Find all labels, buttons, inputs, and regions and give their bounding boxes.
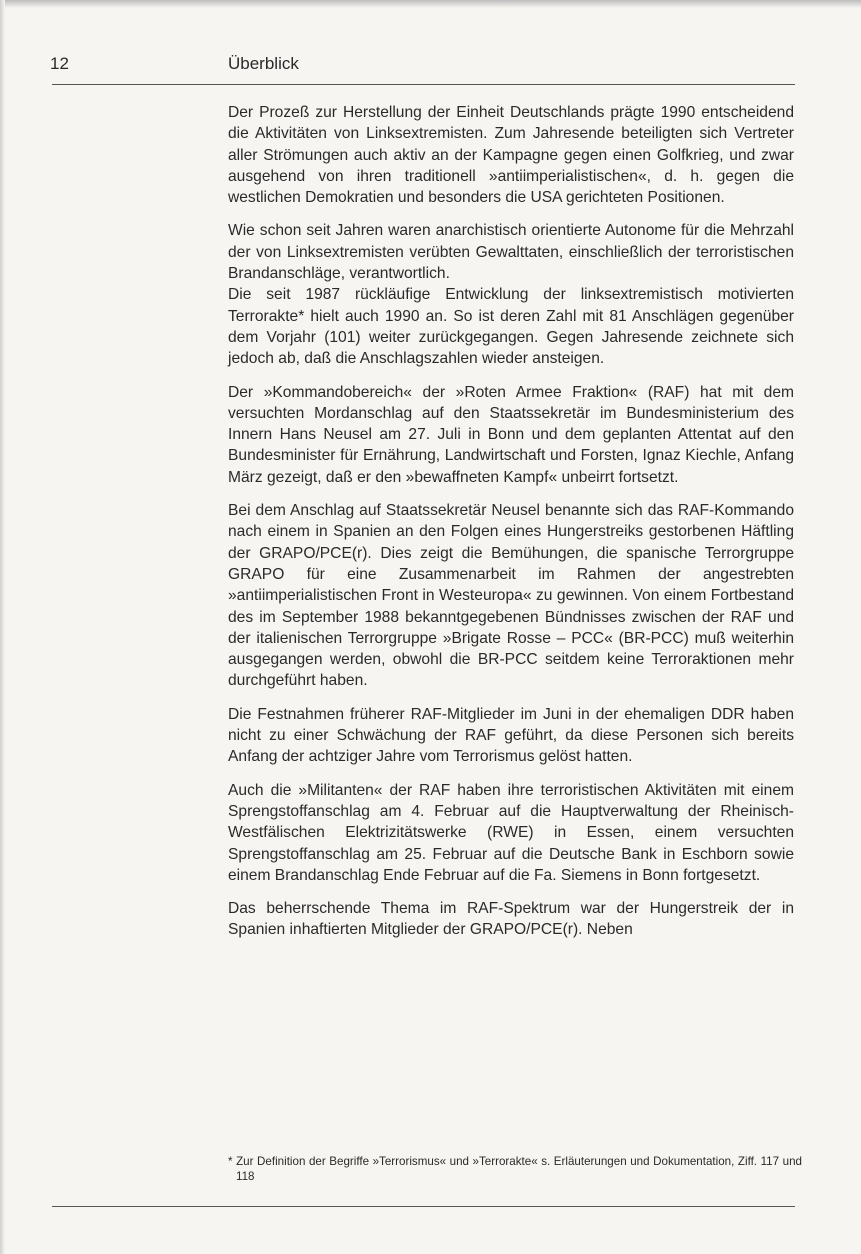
page-header bbox=[50, 54, 795, 82]
page-top-edge bbox=[0, 0, 861, 8]
page-left-edge bbox=[0, 0, 5, 1254]
paragraph-3: Die seit 1987 rückläufige Entwicklung der linksextremistisch motivierten Terrorakte* hielt auch 1990 an. So ist deren Zahl mit 81 Anschlägen gegenüber dem Vorjahr (101) weiter zurückgegangen. Gegen Jahresende zeichnete sich jedoch ab, daß die Anschlagszahlen wieder ansteigen. bbox=[228, 286, 794, 368]
paragraph-7: Auch die »Militanten« der RAF haben ihre terroristischen Aktivitäten mit einem Sprengstoffanschlag am 4. Februar auf die Hauptverwaltung der Rheinisch-Westfälischen Elektrizitätswerke (RWE) in Essen, einem versuchten Sprengstoffanschlag am 25. Februar auf die Deutsche Bank in Eschborn sowie einem Brandanschlag Ende Februar auf die Fa. Siemens in Bonn fortgesetzt. bbox=[228, 781, 794, 884]
paragraph-4: Der »Kommandobereich« der »Roten Armee Fraktion« (RAF) hat mit dem versuchten Mordanschlag auf den Staatssekretär im Bundesministerium des Innern Hans Neusel am 27. Juli in Bonn und dem geplanten Attentat auf den Bundesminister für Ernährung, Landwirtschaft und Forsten, Ignaz Kiechle, Anfang März gezeigt, daß er den »bewaffneten Kampf« unbeirrt fortsetzt. bbox=[228, 383, 794, 486]
paragraph-8: Das beherrschende Thema im RAF-Spektrum war der Hungerstreik der in Spanien inhaftierten Mitglieder der GRAPO/PCE(r). Neben bbox=[228, 900, 794, 939]
footer-rule bbox=[52, 1206, 795, 1207]
page-number: 12 bbox=[50, 54, 69, 73]
body-text bbox=[228, 102, 794, 953]
paragraph-5: Bei dem Anschlag auf Staatssekretär Neusel benannte sich das RAF-Kommando nach einem in Spanien an den Folgen eines Hungerstreiks gestorbenen Häftling der GRAPO/PCE(r). Dies zeigt die Bemühungen, die spanische Terrorgruppe GRAPO für eine Zusammenarbeit im Rahmen der angestrebten »antiimperialistischen Front in Westeuropa« zu gewinnen. Von einem Fortbestand des im September 1988 bekanntgegebenen Bündnisses zwischen der RAF und der italienischen Terrorgruppe »Brigate Rosse – PCC« (BR-PCC) muß weiterhin ausgegangen werden, obwohl die BR-PCC seitdem keine Terroraktionen mehr durchgeführt haben. bbox=[228, 502, 794, 690]
header-rule bbox=[52, 84, 795, 85]
paragraph-1: Der Prozeß zur Herstellung der Einheit Deutschlands prägte 1990 entscheidend die Aktivitäten von Linksextremisten. Zum Jahresende beteiligten sich Vertreter aller Strömungen auch aktiv an der Kampagne gegen einen Golfkrieg, und zwar ausgehend von ihren traditionell »antiimperialistischen«, d. h. gegen die westlichen Demokratien und besonders die USA gerichteten Positionen. bbox=[228, 104, 794, 207]
footnote: * Zur Definition der Begriffe »Terrorismus« und »Terrorakte« s. Erläuterungen und Dokumentation, Ziff. 117 und 118 bbox=[228, 1155, 802, 1183]
running-head: Überblick bbox=[228, 54, 299, 73]
paragraph-2: Wie schon seit Jahren waren anarchistisch orientierte Autonome für die Mehrzahl der von Linksextremisten verübten Gewalttaten, einschließlich der terroristischen Brandanschläge, verantwortlich. bbox=[228, 222, 794, 283]
paragraph-6: Die Festnahmen früherer RAF-Mitglieder im Juni in der ehemaligen DDR haben nicht zu einer Schwächung der RAF geführt, da diese Personen sich bereits Anfang der achtziger Jahre vom Terrorismus gelöst hatten. bbox=[228, 705, 794, 766]
